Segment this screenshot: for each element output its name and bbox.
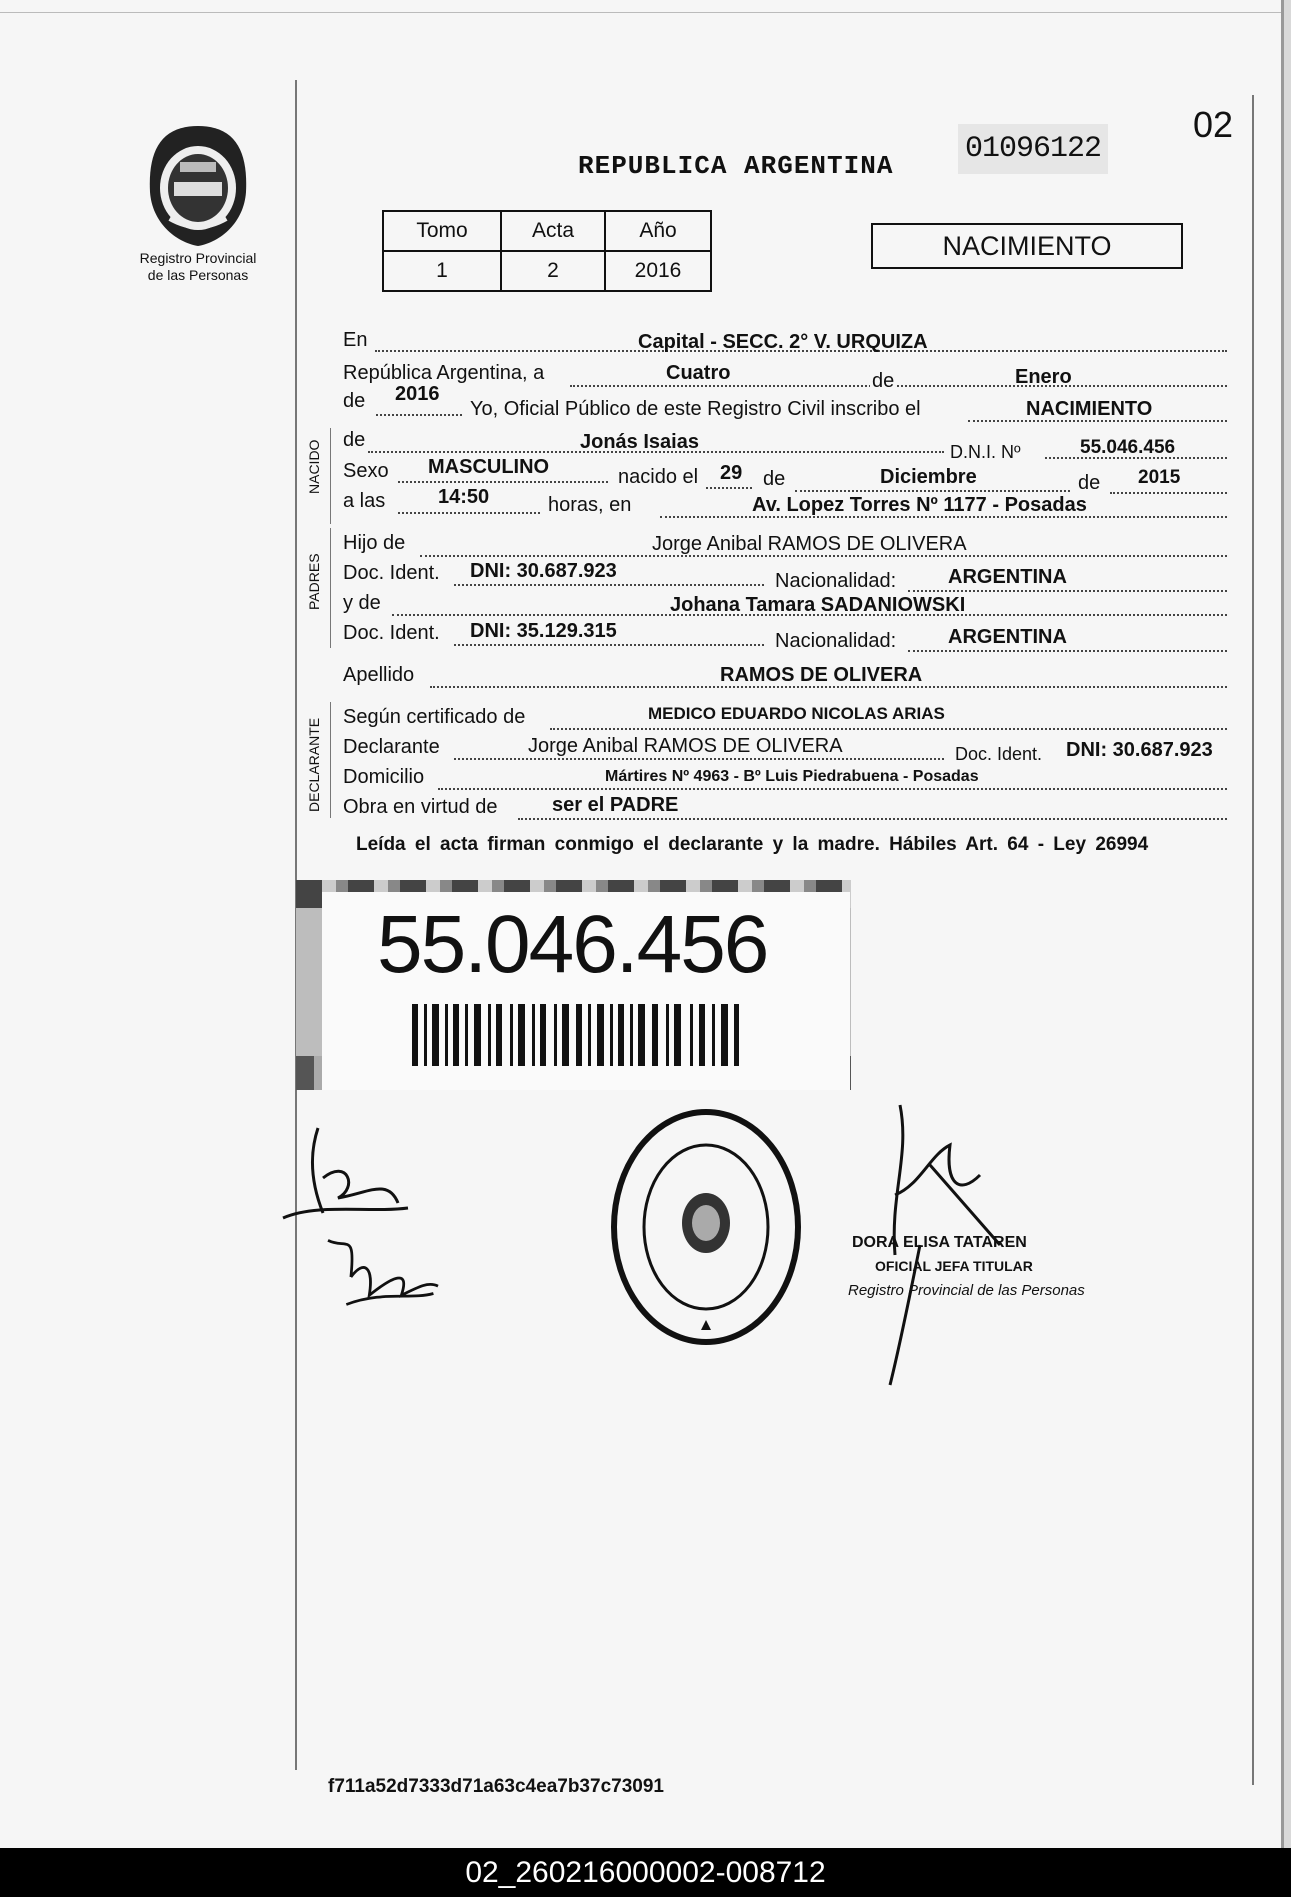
closing-text: Leída el acta firman conmigo el declarante y la madre. Hábiles Art. 64 - Ley 26994 xyxy=(356,834,1149,855)
birth-place-value: Av. Lopez Torres Nº 1177 - Posadas xyxy=(752,494,1087,516)
mother-value: Johana Tamara SADANIOWSKI xyxy=(670,594,966,616)
registry-stamp xyxy=(608,1105,804,1348)
declarant-doc-value: DNI: 30.687.923 xyxy=(1066,739,1213,761)
certificate-value: MEDICO EDUARDO NICOLAS ARIAS xyxy=(648,704,945,723)
label-hours: horas, en xyxy=(548,494,632,516)
dots xyxy=(795,490,1070,492)
label-and: y de xyxy=(343,592,381,614)
officer-title: OFICIAL JEFA TITULAR xyxy=(875,1258,1033,1274)
dots xyxy=(1110,492,1227,494)
officer-text: Yo, Oficial Público de este Registro Civil inscribo el xyxy=(470,398,921,420)
label-surname: Apellido xyxy=(343,664,415,686)
header-acta: Acta xyxy=(501,211,605,251)
value-acta: 2 xyxy=(501,251,605,291)
dots xyxy=(438,788,1227,790)
label-declarant: Declarante xyxy=(343,736,440,758)
declarant-value: Jorge Anibal RAMOS DE OLIVERA xyxy=(528,735,843,757)
label-birth-de2: de xyxy=(1078,472,1101,494)
time-value: 14:50 xyxy=(438,486,490,508)
year-value: 2016 xyxy=(395,383,440,405)
label-name: de xyxy=(343,429,366,451)
father-doc-value: DNI: 30.687.923 xyxy=(470,560,617,582)
label-mother-nationality: Nacionalidad: xyxy=(775,630,897,652)
serial-number: 01096122 xyxy=(958,124,1108,174)
label-address: Domicilio xyxy=(343,766,425,788)
birth-day-value: 29 xyxy=(720,462,743,484)
by-virtue-value: ser el PADRE xyxy=(552,794,679,816)
month-value: Enero xyxy=(1015,366,1072,388)
dots xyxy=(550,728,1227,730)
label-father-doc: Doc. Ident. xyxy=(343,562,440,584)
officer-name: DORA ELISA TATAREN xyxy=(852,1234,1027,1251)
father-nationality-value: ARGENTINA xyxy=(948,566,1067,588)
header-tomo: Tomo xyxy=(383,211,501,251)
footer-filename: 02_260216000002-008712 xyxy=(0,1848,1291,1897)
document-title: REPUBLICA ARGENTINA xyxy=(578,151,894,181)
declarante-bracket xyxy=(330,702,331,818)
label-sex: Sexo xyxy=(343,460,389,482)
side-label-nacido: NACIDO xyxy=(306,439,322,494)
place-value: Capital - SECC. 2° V. URQUIZA xyxy=(638,331,928,353)
header-ano: Año xyxy=(605,211,711,251)
surname-value: RAMOS DE OLIVERA xyxy=(720,664,923,686)
right-margin-line xyxy=(1252,95,1254,1785)
dots xyxy=(454,644,764,646)
dots xyxy=(376,414,462,416)
dots xyxy=(706,487,752,489)
label-de-year: de xyxy=(343,390,366,412)
dni-sticker-number: 55.046.456 xyxy=(377,899,768,990)
dots xyxy=(398,512,540,514)
registry-label xyxy=(120,250,276,284)
mother-signature xyxy=(318,1222,448,1332)
registry-seal-logo xyxy=(140,122,256,250)
side-label-padres: PADRES xyxy=(306,553,322,610)
mother-nationality-value: ARGENTINA xyxy=(948,626,1067,648)
birth-year-value: 2015 xyxy=(1138,467,1181,488)
label-born: nacido el xyxy=(618,466,699,488)
label-dni: D.N.I. Nº xyxy=(950,442,1021,462)
father-value: Jorge Anibal RAMOS DE OLIVERA xyxy=(652,533,967,555)
barcode-icon xyxy=(412,1004,742,1066)
dots xyxy=(454,758,944,760)
label-de: de xyxy=(872,370,895,392)
name-value: Jonás Isaias xyxy=(580,431,699,453)
nacido-bracket xyxy=(330,428,331,524)
label-certificate: Según certificado de xyxy=(343,706,526,728)
label-birth-de: de xyxy=(763,468,786,490)
registry-label-line1: Registro Provincial xyxy=(139,250,257,266)
label-child-of: Hijo de xyxy=(343,532,406,554)
mother-doc-value: DNI: 35.129.315 xyxy=(470,620,617,642)
father-signature xyxy=(278,1118,418,1238)
value-tomo: 1 xyxy=(383,251,501,291)
dots xyxy=(908,590,1227,592)
record-type-box: NACIMIENTO xyxy=(871,223,1183,269)
dots xyxy=(908,650,1227,652)
label-father-nationality: Nacionalidad: xyxy=(775,570,897,592)
document-hash: f711a52d7333d71a63c4ea7b37c73091 xyxy=(328,1776,664,1797)
label-en: En xyxy=(343,329,368,351)
dots xyxy=(518,818,1227,820)
side-label-declarante: DECLARANTE xyxy=(306,717,322,812)
birth-month-value: Diciembre xyxy=(880,466,977,488)
label-by-virtue: Obra en virtud de xyxy=(343,796,498,818)
label-declarant-doc: Doc. Ident. xyxy=(955,744,1043,764)
dots xyxy=(454,584,764,586)
dni-value: 55.046.456 xyxy=(1080,437,1176,458)
value-ano: 2016 xyxy=(605,251,711,291)
sex-value: MASCULINO xyxy=(428,456,550,478)
day-value: Cuatro xyxy=(666,362,731,384)
label-republic: República Argentina, a xyxy=(343,362,545,384)
padres-bracket xyxy=(330,528,331,648)
record-table xyxy=(382,210,712,292)
page-number: 02 xyxy=(1193,104,1234,145)
dots xyxy=(570,385,1227,387)
label-mother-doc: Doc. Ident. xyxy=(343,622,440,644)
dni-sticker xyxy=(322,892,850,1090)
dots xyxy=(398,481,608,483)
registry-label-line2: de las Personas xyxy=(147,267,249,283)
act-type-value: NACIMIENTO xyxy=(1026,398,1153,420)
top-edge-line xyxy=(0,12,1281,13)
label-time: a las xyxy=(343,490,386,512)
address-value: Mártires Nº 4963 - Bº Luis Piedrabuena - Posadas xyxy=(605,768,979,785)
officer-registry: Registro Provincial de las Personas xyxy=(848,1282,1085,1299)
